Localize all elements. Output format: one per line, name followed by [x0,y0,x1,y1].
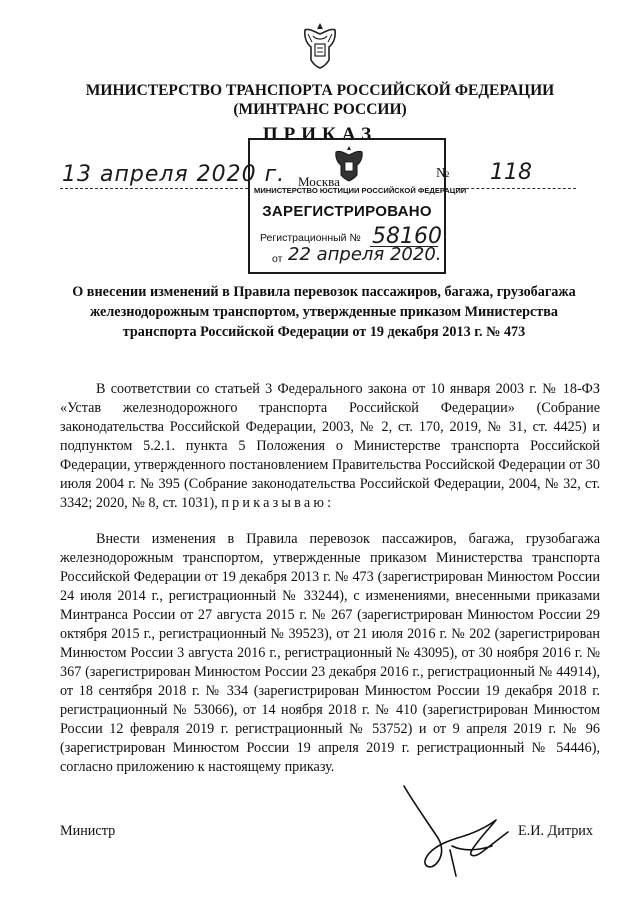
operative-paragraph: Внести изменения в Правила перевозок пассажиров, багажа, грузобагажа железнодорожным транспортом, утвержденные приказом Министерства транспорта Российской Федерации от 19 декабря 2013 г. № 473 (зарегистрирован Минюстом России 24 июля 2014 г., регистрационный № 33244), с изменениями, внесенными приказами Минтранса России от 27 августа 2015 г. № 267 (зарегистрирован Минюстом России 29 октября 2015 г., регистрационный № 39523), от 21 июля 2016 г. № 202 (зарегистрирован Минюстом России 3 августа 2016 г., регистрационный № 43095), от 30 ноября 2016 г. № 367 (зарегистрирован Минюстом России 23 декабря 2016 г., регистрационный № 44914), от 18 сентября 2018 г. № 334 (зарегистрирован Минюстом России 19 декабря 2018 г. регистрационный № 53066), от 14 ноября 2018 г. № 410 (зарегистрирован Минюстом России 12 февраля 2019 г. регистрационный № 53752) и от 9 апреля 2019 г. № 96 (зарегистрирован Минюстом России 19 апреля 2019 г. регистрационный № 54446), согласно приложению к настоящему приказу. [60,531,600,775]
stamp-regno-label: Регистрационный № [260,232,361,244]
stamp-regno-value: 58160 [372,224,442,249]
preamble-text: В соответствии со статьей 3 Федерального закона от 10 января 2003 г. № 18-ФЗ «Устав железнодорожного транспорта Российской Федерации» (Собрание законодательства Российской Федерации, 2003, № 2, ст. 170, 2019, № 31, ст. 4425) и подпунктом 5.2.1. пункта 5 Положения о Министерстве транспорта Российской Федерации, утвержденного постановлением Правительства Российской Федерации от 30 июля 2004 г. № 395 (Собрание законодательства Российской Федерации, 2004, № 32, ст. 3342; 2020, № 8, ст. 1031), [60,381,600,511]
ministry-name: МИНИСТЕРСТВО ТРАНСПОРТА РОССИЙСКОЙ ФЕДЕРАЦИИ [85,82,555,99]
order-number-label: № [436,166,450,181]
stamp-date: 22 апреля 2020. [288,244,442,265]
order-number: 118 [490,160,532,185]
city: Москва [298,174,340,189]
order-subject: О внесении изменений в Правила перевозок пассажиров, багажа, грузобагажа железнодорожным транспортом, утвержденные приказом Министерства транспорта Российской Федерации от 19 декабря 2013 г. № 473 [72,284,576,340]
date-line [60,188,248,189]
ministry-short-name: (МИНТРАНС РОССИИ) [233,101,407,118]
stamp-status: ЗАРЕГИСТРИРОВАНО [262,203,432,220]
signer-name: Е.И. Дитрих [518,823,593,839]
stamp-organization: МИНИСТЕРСТВО ЮСТИЦИИ РОССИЙСКОЙ ФЕДЕРАЦИИ [254,186,467,195]
order-date: 13 апреля 2020 г. [62,162,286,187]
stamp-date-label: от [272,253,283,265]
signer-title: Министр [60,823,116,839]
preamble-paragraph [60,380,600,513]
coat-of-arms-icon [299,20,341,70]
number-line [456,188,576,189]
document-type: ПРИКАЗ [262,124,378,145]
signature-image [392,780,520,880]
registration-stamp [248,138,467,274]
order-word: приказываю: [221,495,335,511]
